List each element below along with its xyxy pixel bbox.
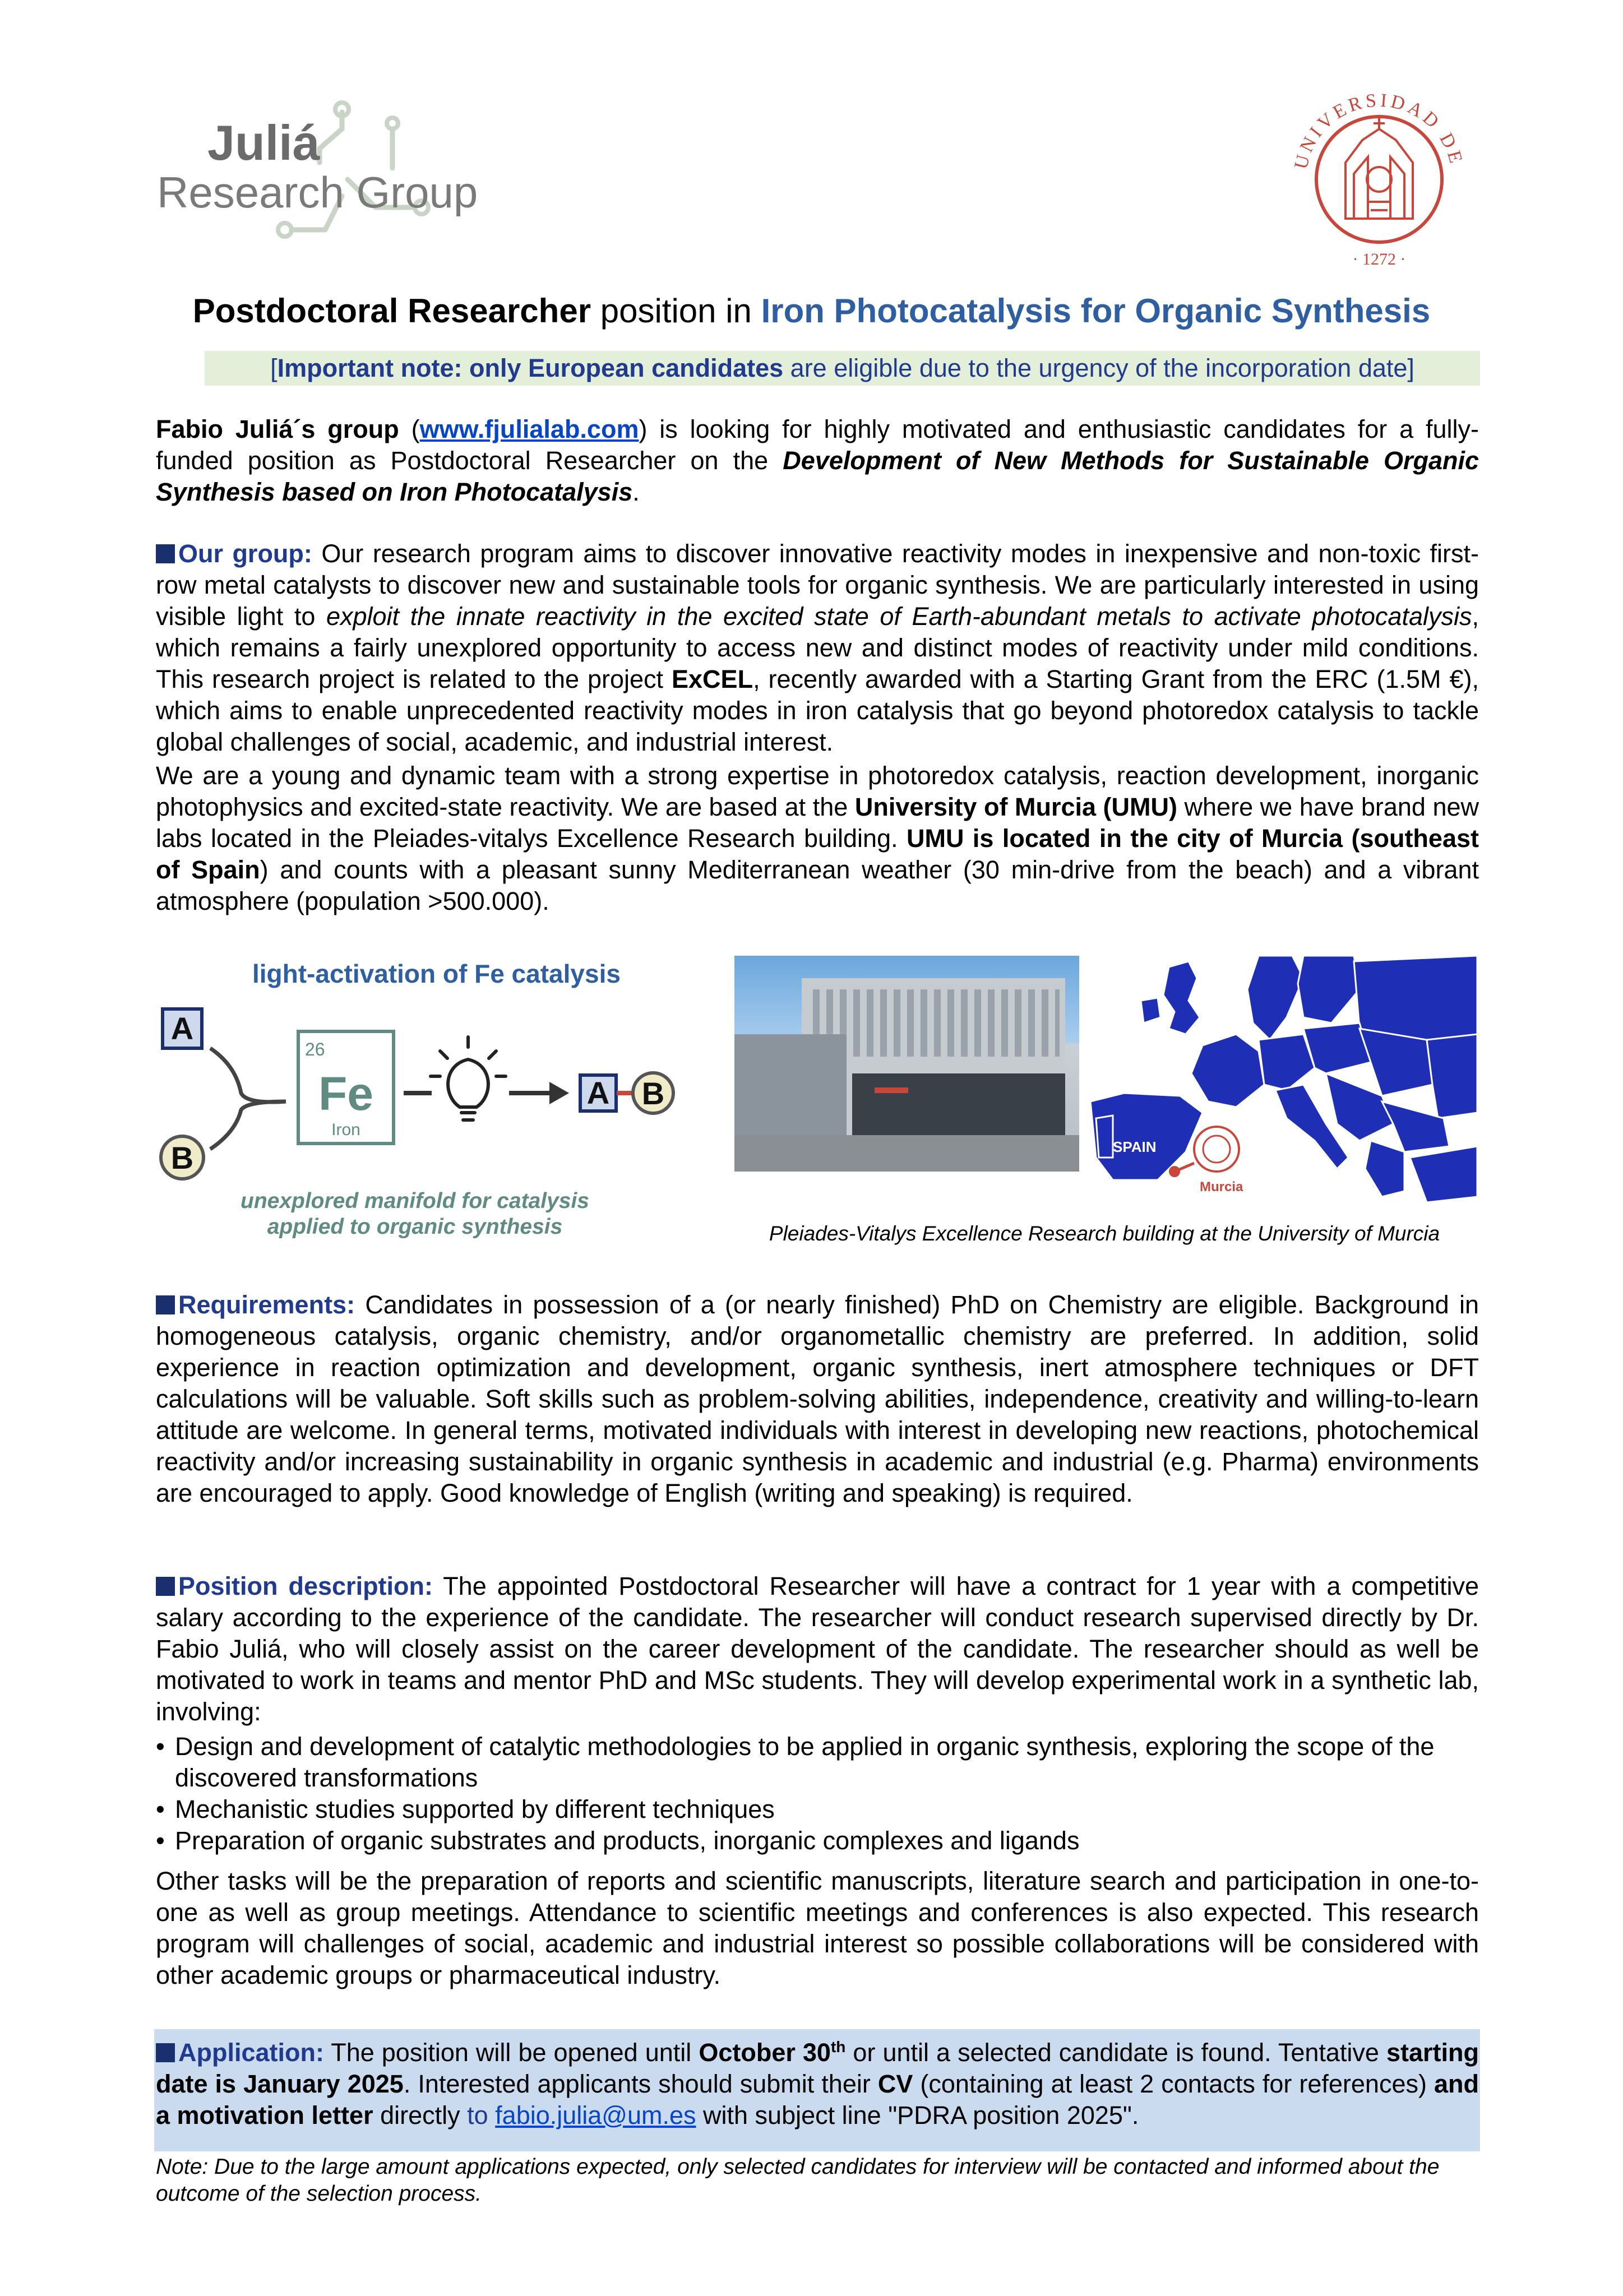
square-bullet-icon [156,2043,175,2062]
position-heading: Position description: [178,1572,433,1600]
application-heading: Application: [178,2038,324,2067]
requirements-text: Candidates in possession of a (or nearly finished) PhD on Chemistry are eligible. Background in homogeneous catalysis, organic chemistry, and/or organometallic chemistry are preferred. In addition, solid experience in reaction optimization and development, organic synthesis, inert atmosphere techniques or DFT calculations will be valuable. Soft skills such as problem-solving abilities, independence, creativity and willing-to-learn attitude are welcome. In general terms, motivated individuals with interest in developing new reactions, photochemical reactivity and/or increasing sustainability in organic synthesis in academic and industrial (e.g. Pharma) environments are encouraged to apply. Good knowledge of English (writing and speaking) is required. [156,1290,1479,1507]
app-text-2: or until a selected candidate is found. Tentative [845,2038,1386,2067]
reagent-b-letter: B [170,1140,194,1175]
app-text-3: . Interested applicants should submit their [403,2070,878,2098]
project-acronym: ExCEL [672,665,753,693]
page-title [0,291,1623,330]
position-text: The appointed Postdoctoral Researcher will have a contract for 1 year with a competitive salary according to the experience of the candidate. The researcher will conduct research supervised directly by Dr. Fabio Juliá, who will closely assist on the career development of the candidate. The researcher should as well be motivated to work in teams and mentor PhD and MSc students. They will develop experimental work in a synthetic lab, involving: [156,1572,1479,1726]
motivation-letter-label: and a motivation letter [156,2070,1479,2130]
app-to: to [467,2101,496,2130]
app-text-1: The position will be opened until [323,2038,699,2067]
fe-catalysis-scheme [157,998,706,1188]
university-seal [1284,84,1474,275]
seal-text: UNIVERSIDAD DE [1290,90,1467,172]
requirements-heading: Requirements: [178,1290,355,1319]
cv-label: CV [877,2070,913,2098]
deadline-date: October 30 [699,2038,831,2067]
square-bullet-icon [156,1295,175,1314]
app-text-5: directly [373,2101,468,2130]
application-section [156,2031,1479,2131]
logo-top-text: Juliá [207,115,320,170]
our-group-heading: Our group: [178,539,312,568]
start-date: starting date is January 2025 [156,2038,1479,2098]
product-a-letter: A [586,1075,610,1110]
note-bold: Important note: only European candidates [277,354,784,382]
website-link[interactable]: www.fjulialab.com [419,415,639,443]
scheme-caption-line2: applied to organic synthesis [267,1215,563,1239]
list-item: • Mechanistic studies supported by different techniques [156,1794,1479,1825]
map-label-spain: SPAIN [1113,1138,1157,1155]
figure-heading: light-activation of Fe catalysis [252,959,621,988]
square-bullet-icon [156,544,175,563]
product-b-letter: B [641,1076,665,1111]
atomic-number: 26 [305,1039,325,1059]
title-part2: position in [591,292,761,330]
element-symbol: Fe [318,1067,374,1120]
building-photo [734,956,1079,1172]
seal-year: · 1272 · [1352,250,1406,269]
logo-bottom-text: Research Group [157,168,478,217]
university-name: University of Murcia (UMU) [854,793,1177,821]
group-name: Fabio Juliá´s group [156,415,399,443]
map-label-murcia: Murcia [1200,1179,1243,1195]
footnote: Note: Due to the large amount applications expected, only selected candidates for interview will be contacted and informed about the outcome of the selection process. [156,2155,1440,2206]
app-text-6: with subject line "PDRA position 2025". [696,2101,1139,2130]
photo-caption: Pleiades-Vitalys Excellence Research building at the University of Murcia [769,1222,1440,1245]
europe-map [1090,956,1477,1208]
our-group-section [156,538,1479,758]
element-name: Iron [331,1121,360,1139]
reagent-a-letter: A [170,1011,194,1046]
team-text-2: where we have brand new labs located in the Pleiades-vitalys Excellence Research building. [156,793,1479,853]
julia-research-group-logo [157,95,478,263]
other-tasks-paragraph: Other tasks will be the preparation of reports and scientific manuscripts, literature search and participation in one-to-one as well as group meetings. Attendance to scientific meetings and conferences is also expected. This research program will challenges of social, academic and industrial interest so possible collaborations will be considered with other academic groups or pharmaceutical industry. [156,1867,1479,1989]
scheme-caption-line1: unexplored manifold for catalysis [241,1189,589,1213]
team-paragraph [156,760,1479,917]
list-item: • Design and development of catalytic methodologies to be applied in organic synthesis, exploring the scope of the discovered transformations [156,1731,1479,1794]
team-text-1: We are a young and dynamic team with a strong expertise in photoredox catalysis, reaction development, inorganic photophysics and excited-state reactivity. We are based at the [156,761,1479,821]
our-group-text-1: Our research program aims to discover innovative reactivity modes in inexpensive and non-toxic first-row metal catalysts to discover new and sustainable tools for organic synthesis. We are particularly interested in using visible light to [156,539,1479,631]
mini-seal-icon [1194,1127,1239,1172]
deadline-suffix: th [830,2038,846,2056]
title-part1: Postdoctoral Researcher [192,292,591,330]
list-item: • Preparation of organic substrates and products, inorganic complexes and ligands [156,1825,1479,1857]
tasks-list [156,1731,1479,1857]
intro-end: . [632,478,640,506]
title-part3: Iron Photocatalysis for Organic Synthesis [761,292,1431,330]
reaction-arrow-icon [509,1082,569,1104]
project-title: Development of New Methods for Sustainable Organic Synthesis based on Iron Photocatalysis [156,446,1479,506]
our-group-text-3: , recently awarded with a Starting Grant from the ERC (1.5M €), which aims to enable unprecedented reactivity modes in iron catalysis that go beyond photoredox catalysis to tackle global challenges of social, academic, and industrial interest. [156,665,1479,756]
important-note [205,351,1480,386]
note-open: [ [270,354,278,382]
our-group-italic: exploit the innate reactivity in the excited state of Earth-abundant metals to activate photocatalysis [326,602,1472,631]
intro-text: ) is looking for highly motivated and enthusiastic candidates for a fully-funded position as Postdoctoral Researcher on the [156,415,1479,475]
our-group-text-2: , which remains a fairly unexplored opportunity to access new and distinct modes of reactivity under mild conditions. This research project is related to the project [156,602,1479,693]
scheme-caption [202,1188,628,1240]
requirements-section [156,1289,1479,1509]
intro-paragraph [156,414,1479,508]
location-bold: UMU is located in the city of Murcia (southeast of Spain [156,824,1479,884]
seal-building-icon [1345,118,1413,219]
position-section [156,1571,1479,1728]
lightbulb-icon [431,1037,506,1120]
note-rest: are eligible due to the urgency of the incorporation date] [783,354,1414,382]
email-link[interactable]: fabio.julia@um.es [495,2101,696,2130]
team-text-3: ) and counts with a pleasant sunny Mediterranean weather (30 min-drive from the beach) and a vibrant atmosphere (population >500.000). [156,855,1479,915]
square-bullet-icon [156,1577,175,1596]
app-text-4: (containing at least 2 contacts for references) [913,2070,1434,2098]
intro-paren: ( [399,415,420,443]
